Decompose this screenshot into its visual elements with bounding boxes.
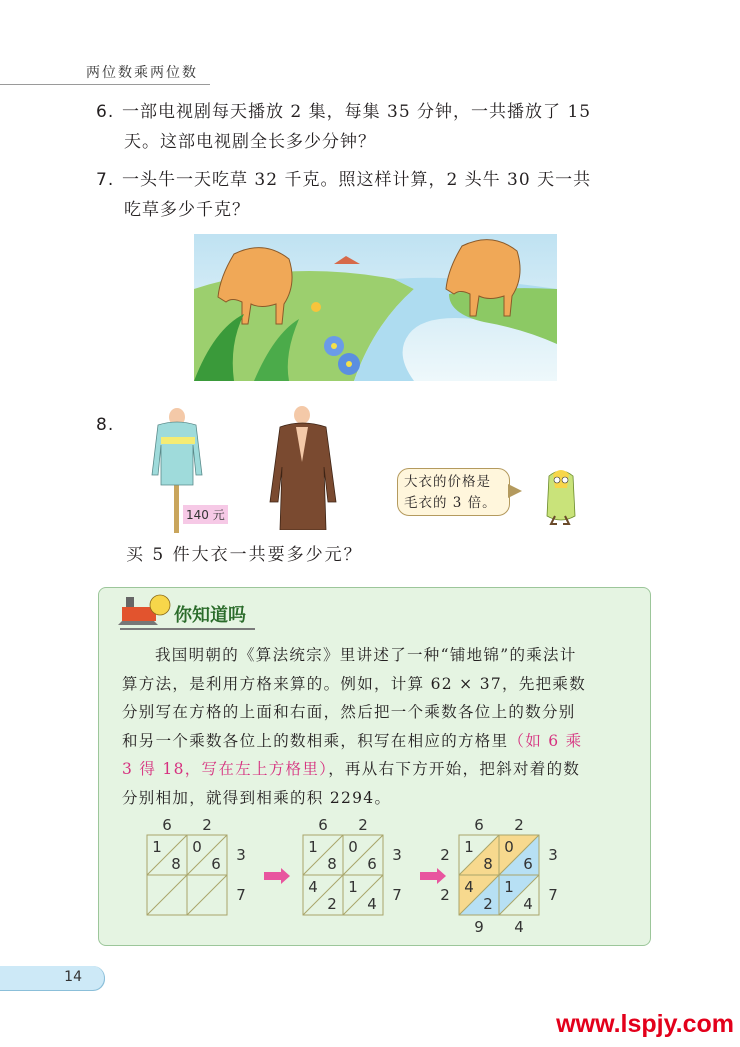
arrow-right-icon [420,872,438,880]
chapter-title: 两位数乘两位数 [86,65,198,81]
question-text-line2: 吃草多少千克？ [124,200,250,220]
svg-text:6: 6 [211,855,221,873]
para-line: 算方法，是利用方格来算的。例如，计算 62 × 37，先把乘数 [122,674,587,693]
para-highlight: 3 得 18，写在左上方格里） [122,760,329,779]
svg-text:6: 6 [318,816,328,834]
svg-text:8: 8 [483,855,493,873]
question-7 [96,165,591,225]
question-text-line1: 一部电视剧每天播放 2 集，每集 35 分钟，一共播放了 15 [122,102,592,122]
svg-text:4: 4 [523,895,533,913]
svg-text:0: 0 [504,838,514,856]
speech-bubble [397,468,510,516]
para-text: ，再从右下方开始，把斜对着的数 [328,760,581,779]
title-underline [120,628,255,630]
svg-text:6: 6 [523,855,533,873]
svg-text:1: 1 [504,878,514,896]
svg-text:1: 1 [152,838,162,856]
coat-illustration [268,405,340,530]
svg-text:0: 0 [192,838,202,856]
corn-mascot-illustration [535,466,585,528]
svg-text:2: 2 [514,816,524,834]
svg-text:8: 8 [171,855,181,873]
svg-text:6: 6 [162,816,172,834]
svg-text:7: 7 [392,886,402,904]
svg-text:6: 6 [474,816,484,834]
para-line [122,755,632,784]
watermark: www.lspjy.com [556,1010,734,1038]
chapter-header [0,58,210,85]
svg-text:3: 3 [236,846,246,864]
svg-text:2: 2 [358,816,368,834]
svg-text:0: 0 [348,838,358,856]
para-line: 分别写在方格的上面和右面，然后把一个乘数各位上的数分别 [122,703,576,722]
lattice-multiplication-diagram [140,815,610,935]
svg-text:2: 2 [202,816,212,834]
para-line: 分别相加，就得到相乘的积 2294。 [122,788,392,807]
svg-text:3: 3 [548,846,558,864]
question-text-line2: 天。这部电视剧全长多少分钟？ [124,132,376,152]
para-text: 和另一个乘数各位上的数相乘，积写在相应的方格里 [122,731,509,750]
speech-line2: 毛衣的 3 倍。 [404,495,497,511]
did-you-know-title: 你知道吗 [174,605,246,626]
svg-text:2: 2 [440,846,450,864]
question-text-line1: 一头牛一天吃草 32 千克。照这样计算，2 头牛 30 天一共 [122,170,592,190]
speech-line1: 大衣的价格是 [404,474,491,490]
para-highlight: （如 6 乘 [508,731,583,750]
para-line: 我国明朝的《算法统宗》里讲述了一种“铺地锦”的乘法计 [155,646,577,664]
arrow-right-icon [264,872,282,880]
question-number: 6. [96,102,115,122]
svg-text:4: 4 [367,895,377,913]
svg-text:9: 9 [474,918,484,935]
question-number: 8. [96,415,115,435]
cows-river-illustration [194,234,557,381]
svg-text:3: 3 [392,846,402,864]
sweater-price-tag: 140 元 [183,505,228,524]
svg-text:8: 8 [327,855,337,873]
svg-text:2: 2 [440,886,450,904]
svg-text:1: 1 [308,838,318,856]
svg-text:6: 6 [367,855,377,873]
svg-text:7: 7 [548,886,558,904]
page-number-tab [0,966,105,990]
para-line [122,727,632,756]
question-8-text: 买 5 件大衣一共要多少元？ [126,545,363,565]
question-number: 7. [96,170,115,190]
svg-text:2: 2 [327,895,337,913]
svg-text:1: 1 [348,878,358,896]
question-8 [96,410,122,440]
question-6 [96,97,591,157]
svg-text:7: 7 [236,886,246,904]
svg-text:4: 4 [514,918,524,935]
svg-text:2: 2 [483,895,493,913]
train-mascot-icon [118,593,174,629]
did-you-know-paragraph [122,641,632,813]
page-number: 14 [64,969,82,985]
svg-text:4: 4 [464,878,474,896]
speech-bubble-tail [508,484,522,498]
svg-text:4: 4 [308,878,318,896]
svg-text:1: 1 [464,838,474,856]
